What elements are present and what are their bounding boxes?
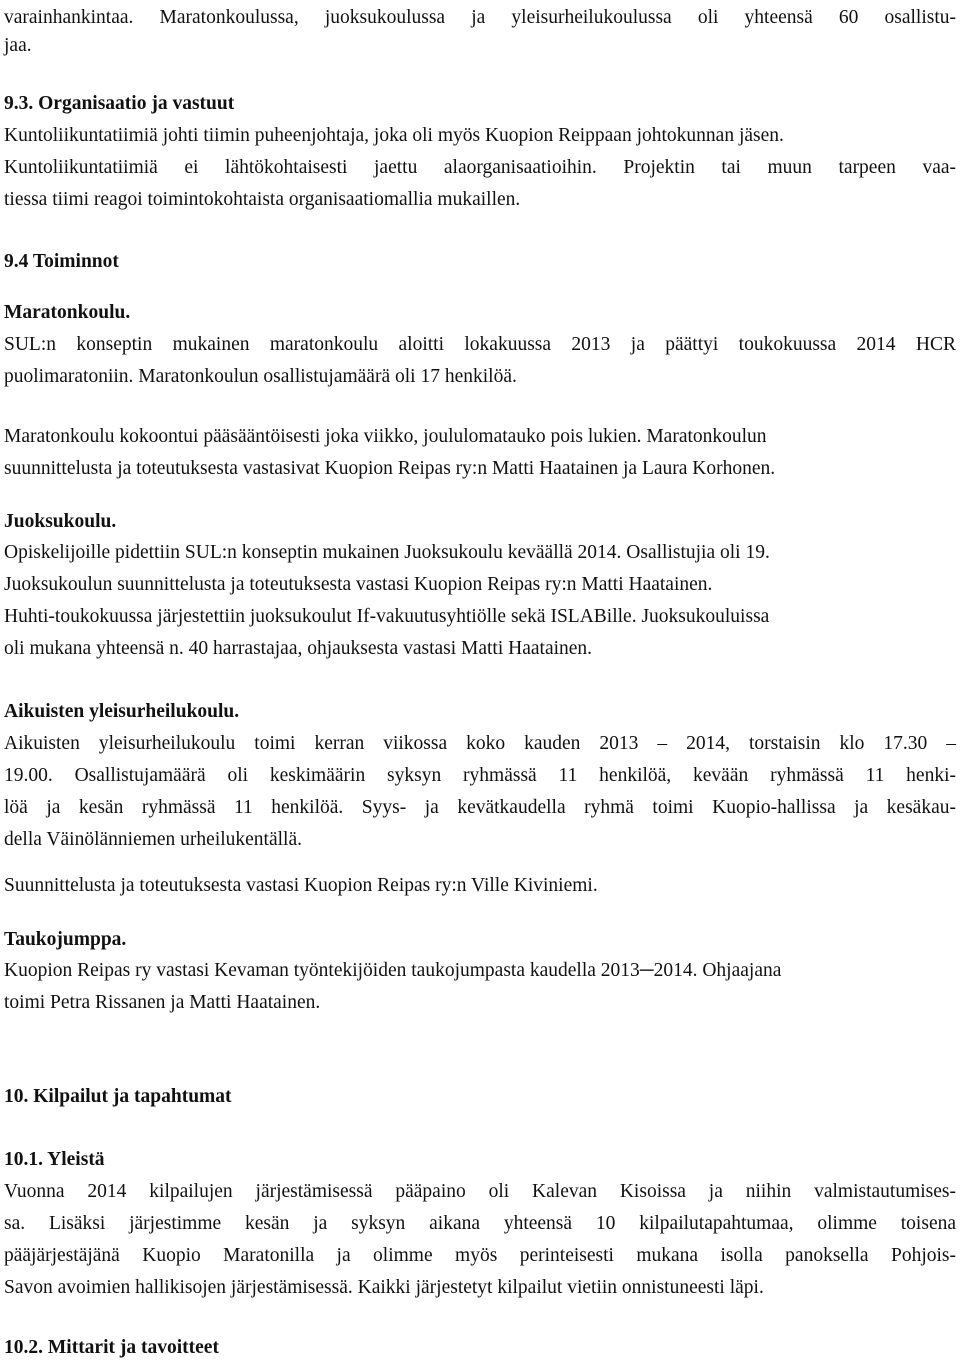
body-line: della Väinölänniemen urheilukentällä. — [4, 829, 302, 850]
section-heading-9-4: 9.4 Toiminnot — [4, 251, 119, 272]
body-line: Opiskelijoille pidettiin SUL:n konseptin mukainen Juoksukoulu keväällä 2014. Osallistujia oli 19. — [4, 542, 770, 563]
subheading-aikuisten-yleisurheilukoulu: Aikuisten yleisurheilukoulu. — [4, 701, 240, 722]
body-line: tiessa tiimi reagoi toimintokohtaista organisaatiomallia mukaillen. — [4, 189, 521, 210]
body-line: Suunnittelusta ja toteutuksesta vastasi Kuopion Reipas ry:n Ville Kiviniemi. — [4, 875, 598, 896]
body-line: Vuonna 2014 kilpailujen järjestämisessä pääpaino oli Kalevan Kisoissa ja niihin valmistautumises- — [4, 1181, 956, 1202]
body-line: varainhankintaa. Maratonkoulussa, juoksukoulussa ja yleisurheilukoulussa oli yhteensä 60 osallistu- — [4, 7, 956, 28]
subheading-juoksukoulu: Juoksukoulu. — [4, 511, 117, 532]
body-line: SUL:n konseptin mukainen maratonkoulu aloitti lokakuussa 2013 ja päättyi toukokuussa 2014 HCR — [4, 334, 956, 355]
body-line: suunnittelusta ja toteutuksesta vastasivat Kuopion Reipas ry:n Matti Haatainen ja Laura Korhonen. — [4, 458, 776, 479]
body-line: toimi Petra Rissanen ja Matti Haatainen. — [4, 992, 321, 1013]
body-line: oli mukana yhteensä n. 40 harrastajaa, ohjauksesta vastasi Matti Haatainen. — [4, 638, 593, 659]
body-line: Aikuisten yleisurheilukoulu toimi kerran viikossa koko kauden 2013 – 2014, torstaisin klo 17.30 – — [4, 733, 956, 754]
body-line: pääjärjestäjänä Kuopio Maratonilla ja olimme myös perinteisesti mukana isolla panoksella Pohjois- — [4, 1245, 956, 1266]
section-heading-10-1: 10.1. Yleistä — [4, 1149, 105, 1170]
section-heading-10-2: 10.2. Mittarit ja tavoitteet — [4, 1337, 219, 1358]
body-line: Kuopion Reipas ry vastasi Kevaman työntekijöiden taukojumpasta kaudella 2013─2014. Ohjaajana — [4, 960, 782, 981]
body-line: Huhti-toukokuussa järjestettiin juoksukoulut If-vakuutusyhtiölle sekä ISLABille. Juoksukouluissa — [4, 606, 770, 627]
subheading-maratonkoulu: Maratonkoulu. — [4, 302, 131, 323]
body-line: jaa. — [4, 35, 32, 56]
section-heading-9-3: 9.3. Organisaatio ja vastuut — [4, 93, 235, 114]
body-line: puolimaratoniin. Maratonkoulun osallistujamäärä oli 17 henkilöä. — [4, 366, 517, 387]
body-line: sa. Lisäksi järjestimme kesän ja syksyn aikana yhteensä 10 kilpailutapahtumaa, olimme toisena — [4, 1213, 956, 1234]
subheading-taukojumppa: Taukojumppa. — [4, 929, 127, 950]
body-line: Kuntoliikuntatiimiä johti tiimin puheenjohtaja, joka oli myös Kuopion Reippaan johtokunnan jäsen. — [4, 125, 784, 146]
body-line: Juoksukoulun suunnittelusta ja toteutuksesta vastasi Kuopion Reipas ry:n Matti Haatainen. — [4, 574, 713, 595]
body-line: Maratonkoulu kokoontui pääsääntöisesti joka viikko, joululomatauko pois lukien. Maratonkoulun — [4, 426, 767, 447]
section-heading-10: 10. Kilpailut ja tapahtumat — [4, 1086, 232, 1107]
body-line: Savon avoimien hallikisojen järjestämisessä. Kaikki järjestetyt kilpailut vietiin onnistuneesti läpi. — [4, 1277, 764, 1298]
body-line: löä ja kesän ryhmässä 11 henkilöä. Syys- ja kevätkaudella ryhmä toimi Kuopio-hallissa ja kesäkau- — [4, 797, 956, 818]
body-line: Kuntoliikuntatiimiä ei lähtökohtaisesti jaettu alaorganisaatioihin. Projektin tai muun tarpeen vaa- — [4, 157, 956, 178]
body-line: 19.00. Osallistujamäärä oli keskimäärin syksyn ryhmässä 11 henkilöä, kevään ryhmässä 11 henki- — [4, 765, 956, 786]
